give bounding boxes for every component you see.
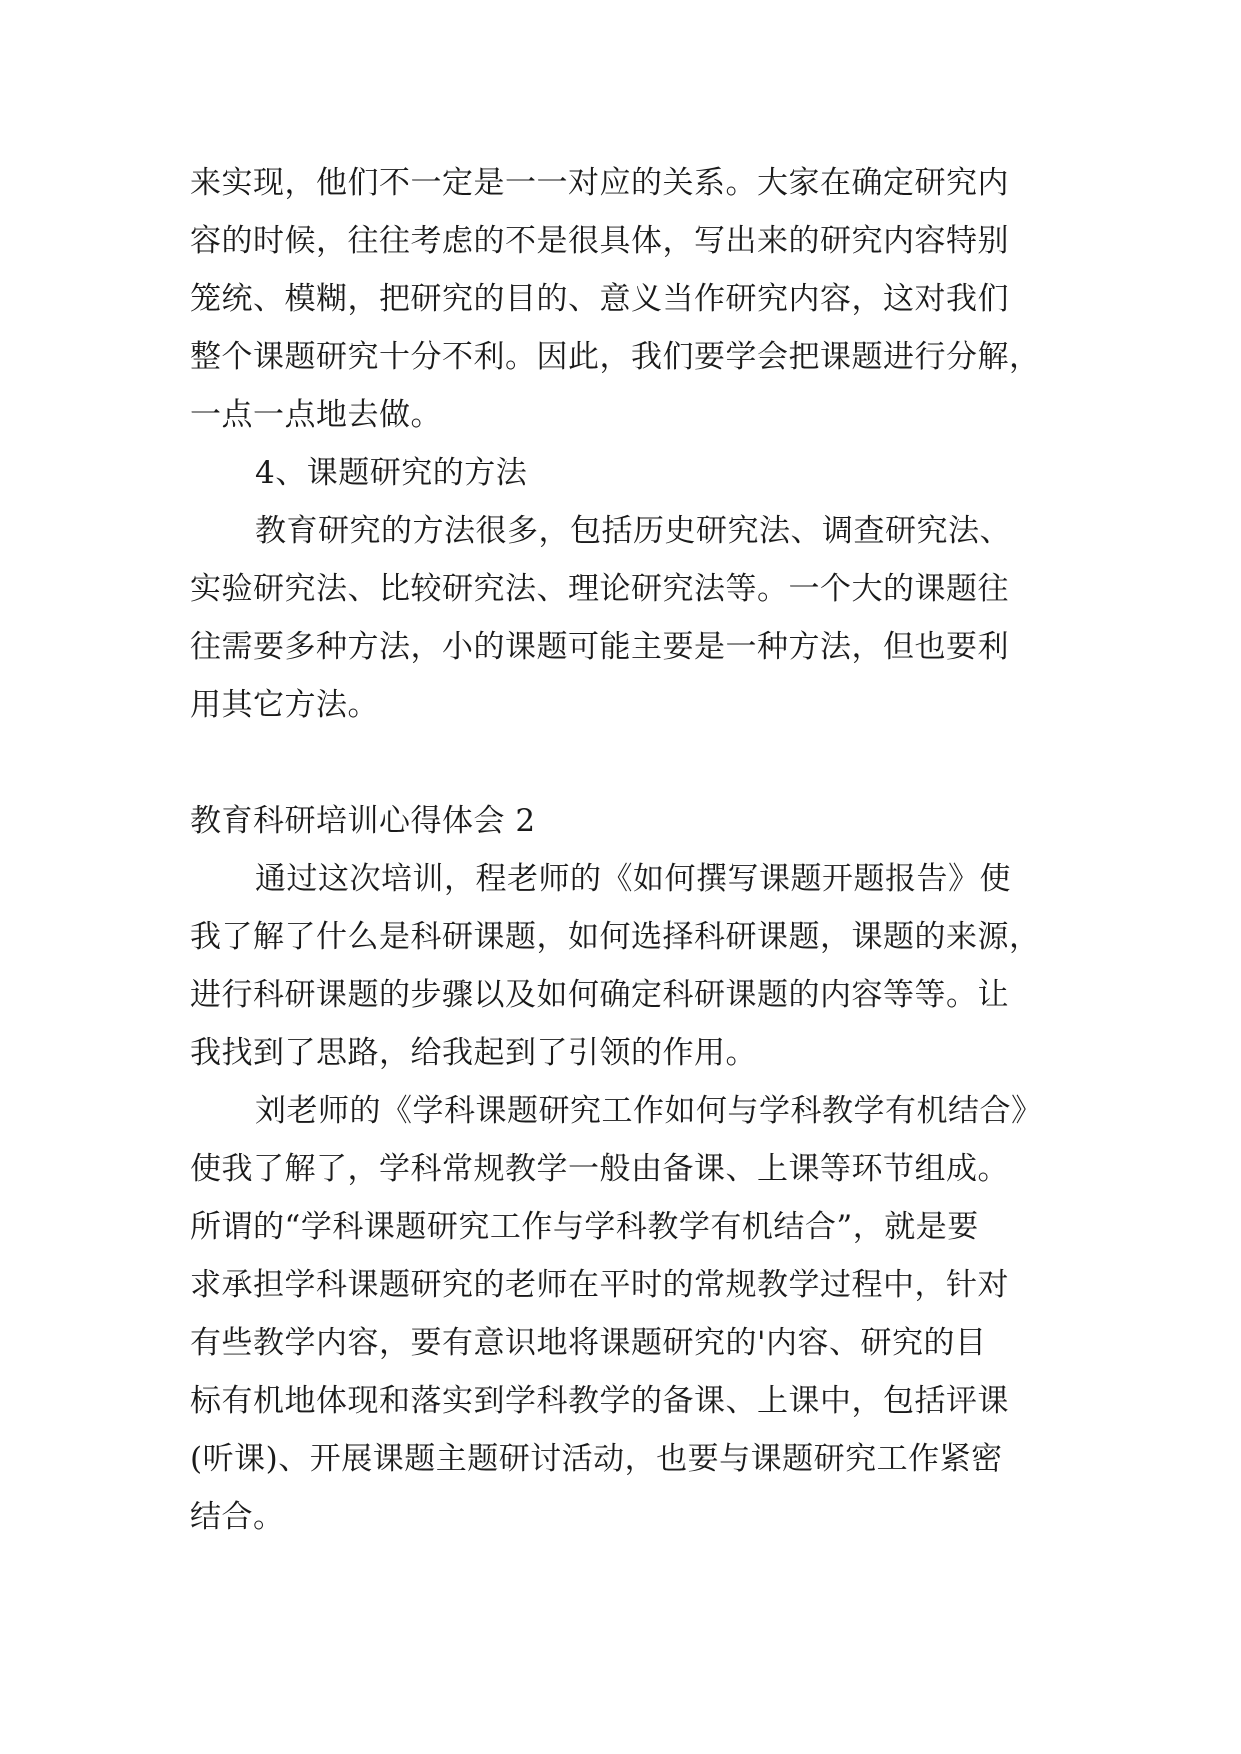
section-heading: 4、课题研究的方法 [255, 455, 528, 491]
paragraph-line: 笼统、模糊，把研究的目的、意义当作研究内容，这对我们 [190, 281, 1009, 317]
paragraph-line: 使我了解了，学科常规教学一般由备课、上课等环节组成。 [190, 1151, 1009, 1187]
paragraph-line: 我了解了什么是科研课题，如何选择科研课题，课题的来源， [190, 919, 1041, 955]
paragraph-line: 实验研究法、比较研究法、理论研究法等。一个大的课题往 [190, 571, 1009, 607]
paragraph-line: 整个课题研究十分不利。因此，我们要学会把课题进行分解， [190, 339, 1041, 375]
paragraph-line: 容的时候，往往考虑的不是很具体，写出来的研究内容特别 [190, 223, 1009, 259]
paragraph-line: 进行科研课题的步骤以及如何确定科研课题的内容等等。让 [190, 977, 1009, 1013]
paragraph-line: 所谓的“学科课题研究工作与学科教学有机结合”，就是要 [190, 1209, 979, 1245]
paragraph-line: 刘老师的《学科课题研究工作如何与学科教学有机结合》 [255, 1093, 1043, 1129]
paragraph-line: 来实现，他们不一定是一一对应的关系。大家在确定研究内 [190, 165, 1009, 201]
paragraph-line: 标有机地体现和落实到学科教学的备课、上课中，包括评课 [190, 1383, 1009, 1419]
paragraph-line: (听课)、开展课题主题研讨活动，也要与课题研究工作紧密 [190, 1441, 1003, 1477]
paragraph-line: 结合。 [190, 1499, 285, 1535]
paragraph-line: 用其它方法。 [190, 687, 379, 723]
paragraph-line: 有些教学内容，要有意识地将课题研究的'内容、研究的目 [190, 1325, 987, 1361]
paragraph-line: 我找到了思路，给我起到了引领的作用。 [190, 1035, 757, 1071]
paragraph-line: 通过这次培训，程老师的《如何撰写课题开题报告》使 [255, 861, 1011, 897]
document-title: 教育科研培训心得体会 2 [190, 803, 536, 839]
paragraph-line: 往需要多种方法，小的课题可能主要是一种方法，但也要利 [190, 629, 1009, 665]
paragraph-line: 一点一点地去做。 [190, 397, 442, 433]
paragraph-line: 教育研究的方法很多，包括历史研究法、调查研究法、 [255, 513, 1011, 549]
paragraph-line: 求承担学科课题研究的老师在平时的常规教学过程中，针对 [190, 1267, 1009, 1303]
